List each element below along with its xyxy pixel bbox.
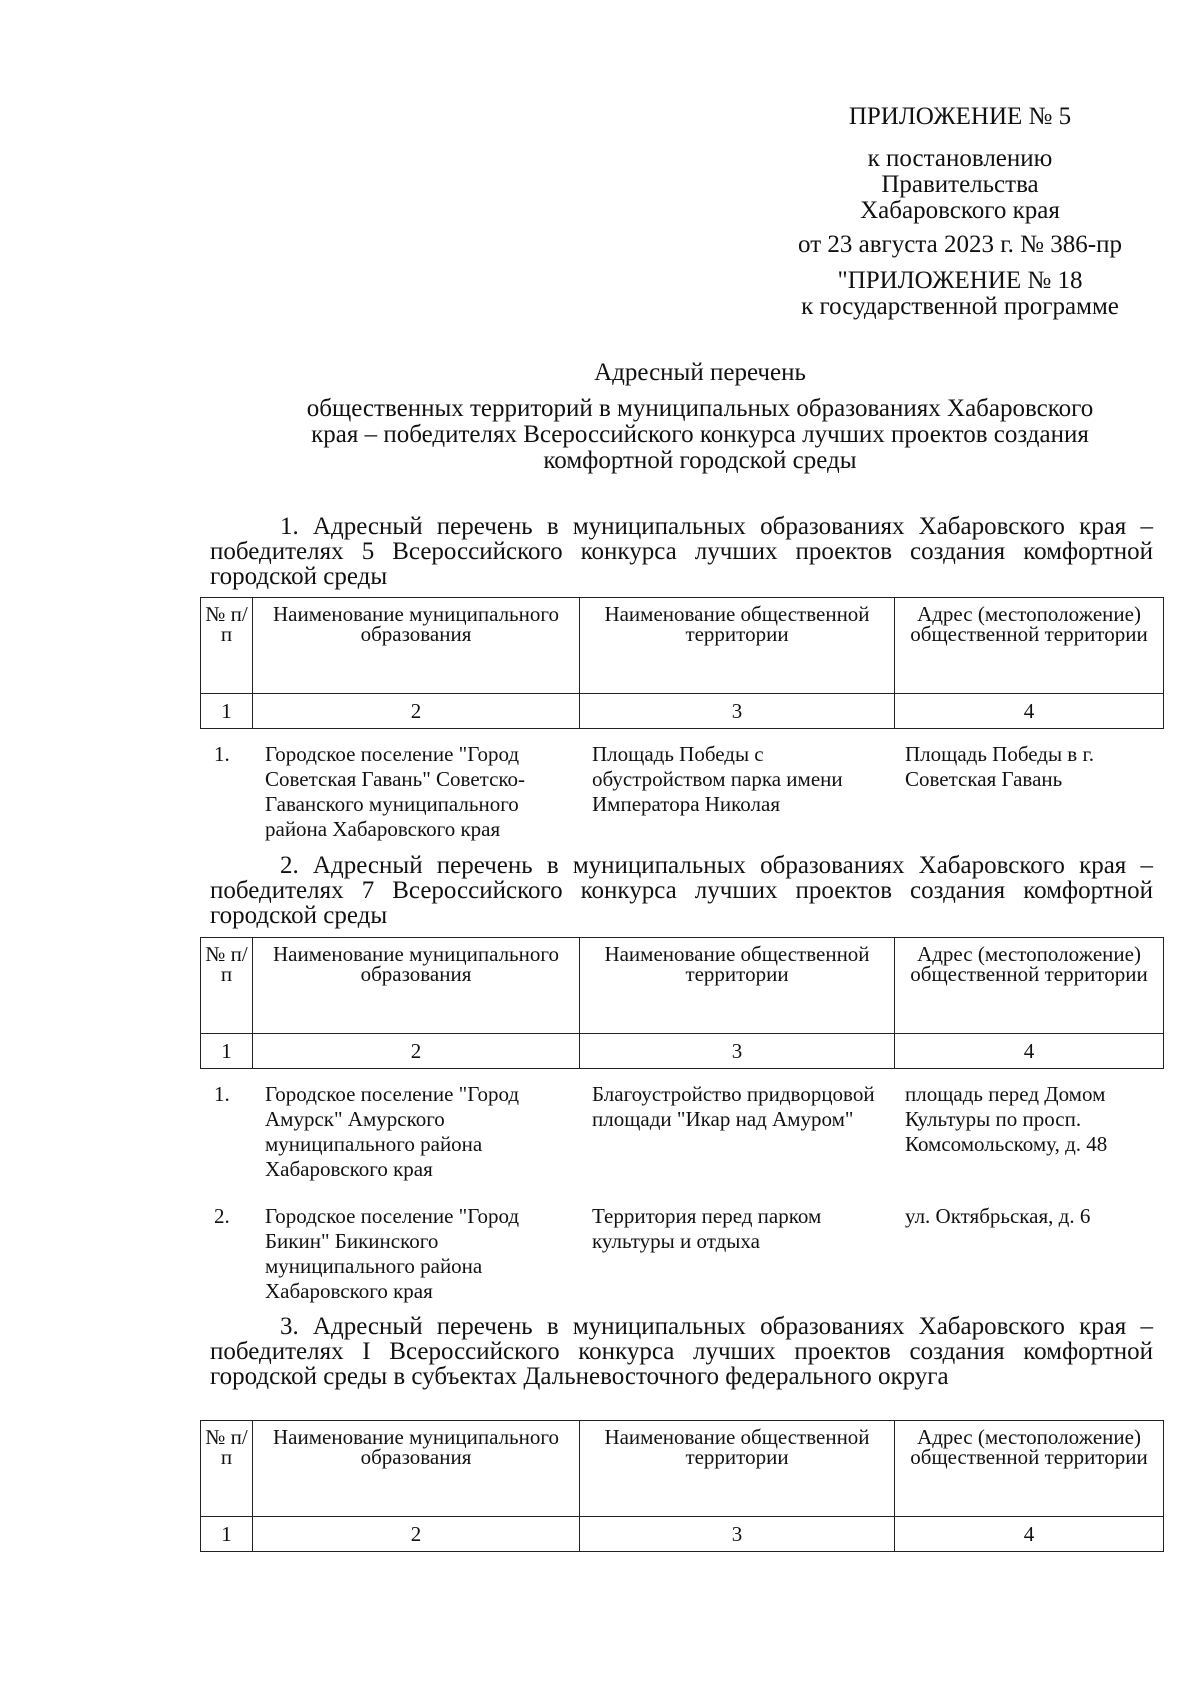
table-header-1 <box>200 597 1164 729</box>
table-row <box>200 742 1163 842</box>
row-address: площадь перед Домом Культуры по просп. Комсомольскому, д. 48 <box>905 1082 1108 1156</box>
document-title <box>200 360 1200 474</box>
appendix-line: Хабаровского края <box>860 197 1060 224</box>
header-num-cell: 3 <box>580 1517 895 1552</box>
appendix-line: Правительства <box>881 171 1039 198</box>
row-address: ул. Октябрьская, д. 6 <box>905 1204 1091 1228</box>
table-header-3 <box>200 1420 1164 1552</box>
appendix-program <box>760 268 1160 320</box>
header-num-cell: 2 <box>253 694 580 729</box>
header-num-cell: 1 <box>201 1517 253 1552</box>
header-num-cell: 3 <box>580 694 895 729</box>
appendix-title: ПРИЛОЖЕНИЕ № 5 <box>848 103 1072 130</box>
section-heading-2: 2. Адресный перечень в муниципальных образованиях Хабаровского края – победителях 7 Всероссийского конкурса лучших проектов создания комфортной городской среды <box>210 852 1153 929</box>
row-number: 1. <box>214 742 230 766</box>
section-heading-3: 3. Адресный перечень в муниципальных образованиях Хабаровского края – победителях I Всероссийского конкурса лучших проектов создания комфортной городской среды в субъектах Дальневосточного федерального округа <box>210 1313 1153 1390</box>
header-col-territory: Наименование общественной территории <box>580 598 895 694</box>
header-num-cell: 2 <box>253 1517 580 1552</box>
header-col-municipality: Наименование муниципального образования <box>253 1421 580 1517</box>
header-num-cell: 1 <box>201 1034 253 1069</box>
appendix-reference <box>760 146 1160 224</box>
table-header-2 <box>200 937 1164 1069</box>
row-territory: Территория перед парком культуры и отдыха <box>592 1204 822 1253</box>
header-num-cell: 3 <box>580 1034 895 1069</box>
row-municipality: Городское поселение "Город Советская Гавань" Советско-Гаванского муниципального района Хабаровского края <box>265 742 526 841</box>
header-num-cell: 1 <box>201 694 253 729</box>
header-col-territory: Наименование общественной территории <box>580 1421 895 1517</box>
header-col-municipality: Наименование муниципального образования <box>253 598 580 694</box>
header-col-territory: Наименование общественной территории <box>580 938 895 1034</box>
appendix-date <box>760 232 1160 258</box>
title-line: комфортной городской среды <box>543 447 857 474</box>
row-territory: Благоустройство придворцовой площади "Икар над Амуром" <box>592 1082 875 1131</box>
header-col-num: № п/п <box>201 1421 253 1517</box>
title-line: Адресный перечень <box>594 359 806 386</box>
header-num-cell: 4 <box>895 1034 1164 1069</box>
table-body-1 <box>200 742 1163 842</box>
header-col-address: Адрес (местоположение) общественной территории <box>895 1421 1164 1517</box>
row-address: Площадь Победы в г. Советская Гавань <box>905 742 1094 791</box>
header-num-cell: 2 <box>253 1034 580 1069</box>
table-row <box>200 1204 1163 1304</box>
table-row <box>200 1082 1163 1204</box>
section-heading-1: 1. Адресный перечень в муниципальных образованиях Хабаровского края – победителях 5 Всероссийского конкурса лучших проектов создания комфортной городской среды <box>210 513 1153 590</box>
appendix-number <box>760 104 1160 130</box>
header-col-municipality: Наименование муниципального образования <box>253 938 580 1034</box>
appendix-line: от 23 августа 2023 г. № 386-пр <box>798 231 1122 258</box>
header-col-num: № п/п <box>201 598 253 694</box>
appendix-line: к государственной программе <box>801 293 1119 320</box>
row-municipality: Городское поселение "Город Бикин" Бикинского муниципального района Хабаровского края <box>265 1204 520 1303</box>
header-col-num: № п/п <box>201 938 253 1034</box>
row-territory: Площадь Победы с обустройством парка имени Императора Николая <box>592 742 843 816</box>
row-number: 1. <box>214 1082 230 1106</box>
row-municipality: Городское поселение "Город Амурск" Амурского муниципального района Хабаровского края <box>265 1082 520 1181</box>
title-line: края – победителях Всероссийского конкурса лучших проектов создания <box>311 421 1089 448</box>
table-body-2 <box>200 1082 1163 1304</box>
title-line: общественных территорий в муниципальных образованиях Хабаровского <box>306 395 1094 422</box>
row-number: 2. <box>214 1204 230 1228</box>
header-num-cell: 4 <box>895 694 1164 729</box>
appendix-line: к постановлению <box>867 145 1053 172</box>
header-col-address: Адрес (местоположение) общественной территории <box>895 598 1164 694</box>
header-col-address: Адрес (местоположение) общественной территории <box>895 938 1164 1034</box>
header-num-cell: 4 <box>895 1517 1164 1552</box>
appendix-line: "ПРИЛОЖЕНИЕ № 18 <box>837 267 1083 294</box>
